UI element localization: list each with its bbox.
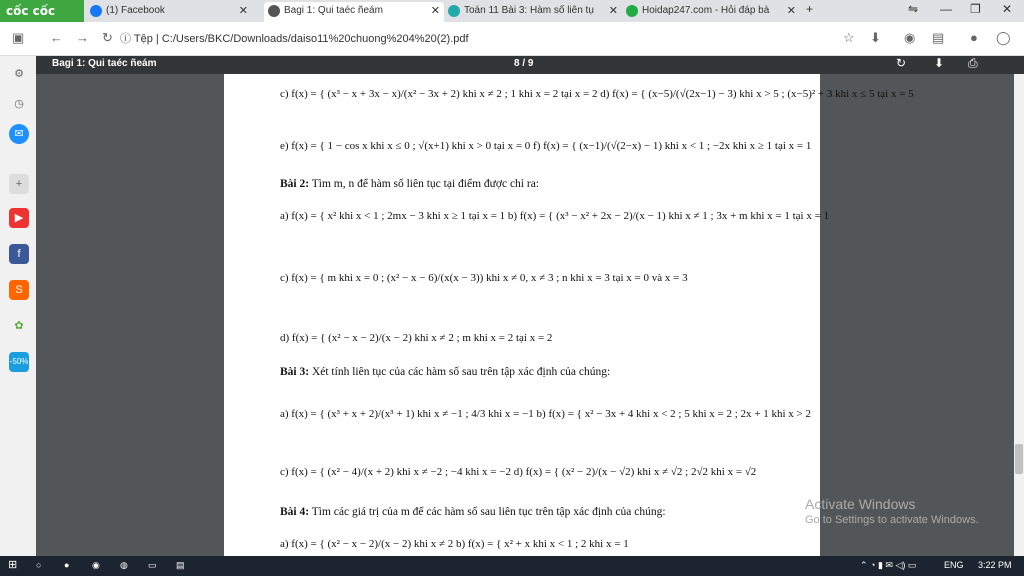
close-window-button[interactable]: ✕ [1002, 2, 1013, 16]
scrollbar[interactable] [1014, 74, 1024, 556]
url-field[interactable]: ⓘ Tệp | C:/Users/BKC/Downloads/daiso11%20chuong%204%20(2).pdf [120, 33, 469, 45]
close-icon[interactable]: ✕ [238, 5, 248, 17]
bookmark-icon[interactable]: ☆ [843, 30, 855, 45]
forward-button[interactable]: → [76, 30, 89, 45]
formula-line: d) f(x) = { (x² − x − 2)/(x − 2) khi x ≠ 2 ; m khi x = 2 tại x = 2 [280, 332, 553, 344]
formula-line: a) f(x) = { (x² − x − 2)/(x − 2) khi x ≠ 2 b) f(x) = { x² + x khi x < 1 ; 2 khi x = 1 [280, 538, 629, 550]
history-icon[interactable]: ◷ [14, 98, 24, 110]
globe-icon [268, 5, 280, 17]
windows-start-icon[interactable]: ⊞ [8, 559, 18, 571]
language-indicator[interactable]: ENG [944, 560, 964, 570]
extension-icon[interactable]: ▤ [932, 30, 945, 45]
download-icon[interactable]: ⬇ [870, 30, 881, 45]
left-sidebar [0, 56, 36, 556]
exercise-heading: Bài 3: Xét tính liên tục của các hàm số sau trên tập xác định của chúng: [280, 366, 611, 378]
tab-pdf[interactable]: Bagi 1: Qui taéc ñeám ✕ [264, 2, 444, 22]
profile-icon[interactable]: ● [970, 30, 978, 45]
coccoc-maps-icon[interactable]: ✿ [14, 320, 24, 332]
tiki-icon[interactable]: -50% [9, 352, 29, 372]
formula-line: c) f(x) = { (x³ − x + 3x − x)/(x² − 3x + 2) khi x ≠ 2 ; 1 khi x = 2 tại x = 2 d) f(x) = { (x−5)/(√(2x−1) − 3) khi x > 5 ; (x−5)² + 3 khi x ≤ 5 tại x = 5 [280, 88, 914, 100]
app-icon[interactable]: ▤ [176, 560, 185, 570]
chrome-icon[interactable]: ◉ [92, 560, 100, 570]
pdf-viewport [36, 74, 1024, 556]
new-tab-button[interactable]: + [806, 2, 814, 16]
minimize-button[interactable]: — [940, 2, 952, 16]
formula-line: e) f(x) = { 1 − cos x khi x ≤ 0 ; √(x+1) khi x > 0 tại x = 0 f) f(x) = { (x−1)/(√(2−x) − 1) khi x < 1 ; −2x khi x ≥ 1 tại x = 1 [280, 140, 812, 152]
taskbar [0, 556, 1024, 576]
pdf-title: Bagi 1: Qui taéc ñeám [52, 58, 157, 69]
tab-hoidap[interactable]: Hoidap247.com - Hỏi đáp bà ✕ [622, 2, 800, 22]
tab-toan11[interactable]: Toán 11 Bài 3: Hàm số liên tụ ✕ [444, 2, 622, 22]
download-icon[interactable]: ⬇ [934, 56, 945, 70]
exercise-heading: Bài 2: Tìm m, n để hàm số liên tục tại điểm được chỉ ra: [280, 178, 539, 190]
formula-line: a) f(x) = { (x³ + x + 2)/(x³ + 1) khi x ≠ −1 ; 4/3 khi x = −1 b) f(x) = { x² − 3x + 4 khi x < 2 ; 5 khi x = 2 ; 2x + 1 khi x > 2 [280, 408, 811, 420]
facebook-icon[interactable]: f [9, 244, 29, 264]
site-icon [626, 5, 638, 17]
coccoc-logo[interactable]: cốc cốc [0, 0, 84, 22]
menu-icon[interactable]: ◯ [996, 30, 1011, 45]
back-button[interactable]: ← [50, 30, 63, 45]
clock[interactable]: 3:22 PM [978, 560, 1012, 570]
formula-line: c) f(x) = { (x² − 4)/(x + 2) khi x ≠ −2 ; −4 khi x = −2 d) f(x) = { (x² − 2)/(x − √2) khi x ≠ √2 ; 2√2 khi x = √2 [280, 466, 757, 478]
rotate-icon[interactable]: ↻ [896, 56, 907, 70]
scrollbar-thumb[interactable] [1015, 444, 1023, 474]
close-icon[interactable]: ✕ [608, 5, 618, 17]
coccoc-icon[interactable]: ◉ [904, 30, 916, 45]
facebook-icon [90, 5, 102, 17]
reload-button[interactable]: ↻ [102, 30, 113, 45]
add-icon[interactable]: + [9, 174, 29, 194]
close-icon[interactable]: ✕ [786, 5, 796, 17]
tab-bar [0, 0, 1024, 22]
formula-line: c) f(x) = { m khi x = 0 ; (x² − x − 6)/(x(x − 3)) khi x ≠ 0, x ≠ 3 ; n khi x = 3 tại x = 0 và x = 3 [280, 272, 688, 284]
maximize-button[interactable]: ❐ [970, 2, 981, 16]
youtube-icon[interactable]: ▶ [9, 208, 29, 228]
page-counter: 8 / 9 [514, 58, 534, 69]
search-icon[interactable]: ○ [36, 560, 42, 570]
sidebar-toggle-icon[interactable]: ▣ [12, 30, 25, 45]
close-icon[interactable]: ✕ [430, 5, 440, 17]
activate-windows-sub: Go to Settings to activate Windows. [805, 514, 979, 526]
activate-windows-title: Activate Windows [805, 496, 916, 512]
settings-icon[interactable]: ⇋ [908, 2, 919, 16]
exercise-heading: Bài 4: Tìm các giá trị của m để các hàm số sau liên tục trên tập xác định của chúng: [280, 506, 666, 518]
firefox-icon[interactable]: ● [64, 560, 70, 570]
gear-icon[interactable]: ⚙ [14, 68, 24, 80]
print-icon[interactable]: ⎙ [968, 56, 978, 70]
tray-icons[interactable]: ⌃ ◔ ▮ ✉ ◁) ▭ [860, 560, 917, 570]
shopee-icon[interactable]: S [9, 280, 29, 300]
tab-facebook[interactable]: (1) Facebook ✕ [86, 2, 252, 22]
file-explorer-icon[interactable]: ▭ [148, 560, 157, 570]
messenger-icon[interactable]: ✉ [9, 124, 29, 144]
coccoc-icon[interactable]: ◍ [120, 560, 128, 570]
site-icon [448, 5, 460, 17]
formula-line: a) f(x) = { x² khi x < 1 ; 2mx − 3 khi x ≥ 1 tại x = 1 b) f(x) = { (x³ − x² + 2x − 2)/(x − 1) khi x ≠ 1 ; 3x + m khi x = 1 tại x = 1 [280, 210, 830, 222]
pdf-toolbar [36, 56, 1024, 74]
address-bar [0, 22, 1024, 56]
